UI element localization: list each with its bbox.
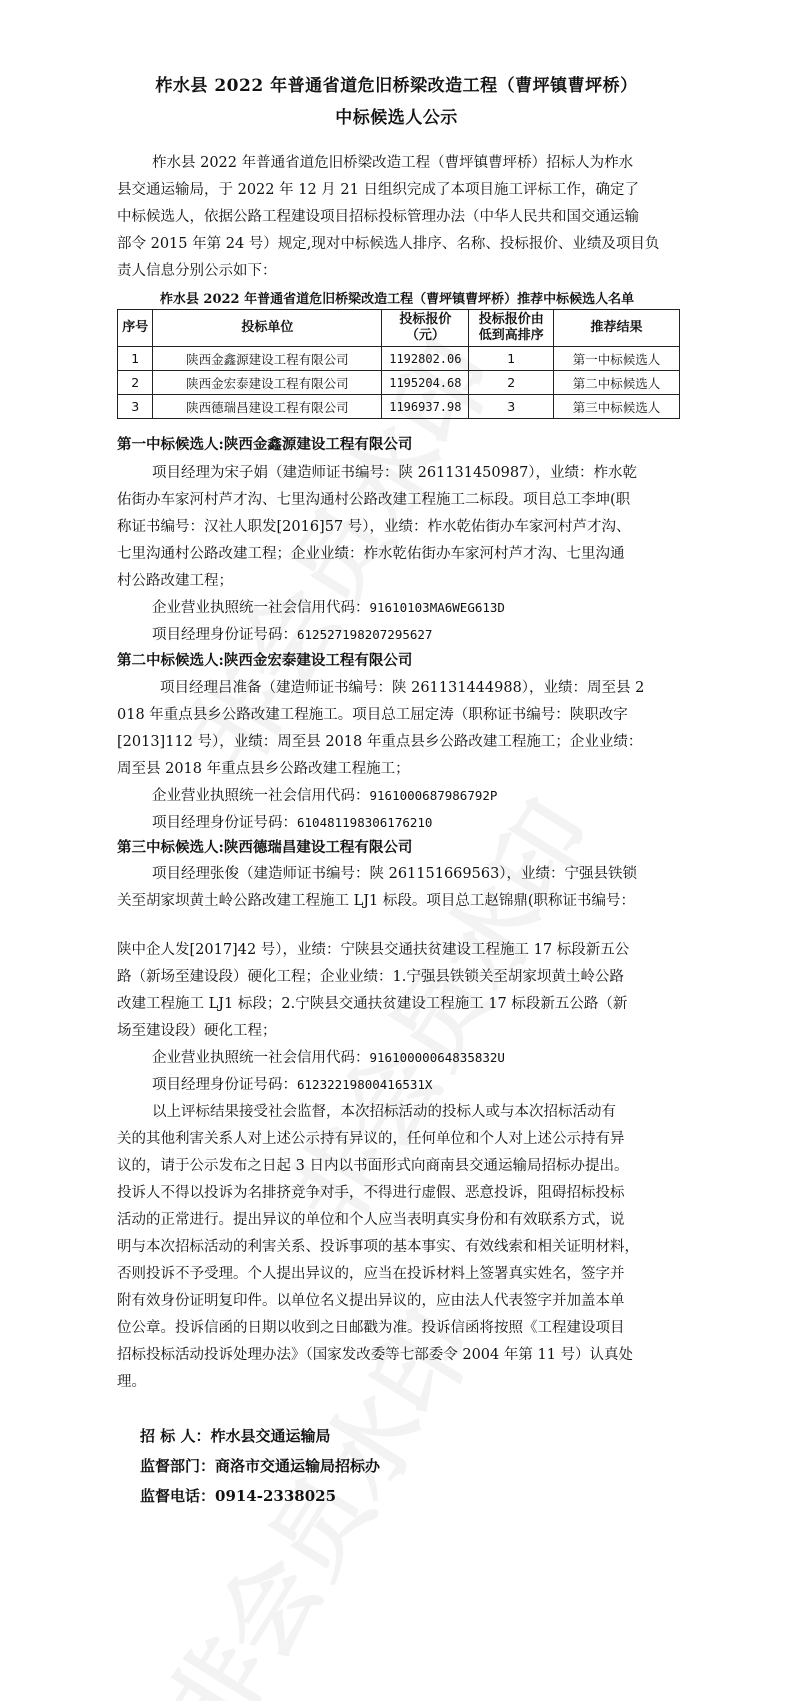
header-price-line1: 投标报价 <box>399 312 452 327</box>
table-header-row <box>118 310 680 347</box>
closing-line: 明与本次招标活动的利害关系、投诉事项的基本事实、有效线索和相关证明材料， <box>117 1239 639 1255</box>
intro-line: 部令 2015 年第 24 号）规定,现对中标候选人排序、名称、投标报价、业绩及项目负 <box>117 236 660 252</box>
id-number: 612527198207295627 <box>297 627 433 642</box>
cell-rank: 3 <box>469 395 554 419</box>
table-row <box>118 395 680 419</box>
header-rank-line2: 低到高排序 <box>478 328 544 343</box>
candidate1-heading: 第一中标候选人:陕西金鑫源建设工程有限公司 <box>117 436 413 453</box>
candidate2-id <box>152 813 712 833</box>
candidate1-line: 村公路改建工程； <box>117 573 233 589</box>
id-number: 610481198306176210 <box>297 815 433 830</box>
cell-rank: 2 <box>469 371 554 395</box>
credit-code: 91610000064835832U <box>369 1050 505 1065</box>
closing-line: 否则投诉不予受理。个人提出异议的，应当在投诉材料上签署真实姓名，签字并 <box>117 1266 625 1282</box>
header-rank-line1: 投标报价由 <box>478 312 544 327</box>
closing-line: 招标投标活动投诉处理办法》（国家发改委等七部委令 2004 年第 11 号）认真处 <box>117 1347 634 1363</box>
candidate3-line: 路（新场至建设段）硬化工程；企业业绩：1.宁强县铁锁关至胡家坝黄土岭公路 <box>117 969 624 985</box>
candidate3-line: 场至建设段）硬化工程； <box>117 1023 277 1039</box>
table-row <box>118 371 680 395</box>
candidate1-credit <box>152 598 712 618</box>
cell-bidder: 陕西德瑞昌建设工程有限公司 <box>153 395 382 419</box>
cell-rank: 1 <box>469 347 554 371</box>
candidate3-id <box>152 1075 712 1095</box>
candidate3-heading: 第三中标候选人:陕西德瑞昌建设工程有限公司 <box>117 839 413 856</box>
candidate2-line: 018 年重点县乡公路改建工程施工。项目总工屈定涛（职称证书编号：陕职改字 <box>117 707 628 723</box>
credit-code: 91610103MA6WEG613D <box>369 600 505 615</box>
cell-seq: 2 <box>118 371 153 395</box>
closing-line: 议的，请于公示发布之日起 3 日内以书面形式向商南县交通运输局招标办提出。 <box>117 1158 629 1174</box>
candidate3-credit <box>152 1048 712 1068</box>
candidate3-line: 项目经理张俊（建造师证书编号：陕 261151669563），业绩：宁强县铁锁 <box>152 866 638 882</box>
candidate3-line: 改建工程施工 LJ1 标段；2.宁陕县交通扶贫建设工程施工 17 标段新五公路（新 <box>117 996 628 1012</box>
credit-label: 企业营业执照统一社会信用代码： <box>152 600 370 616</box>
candidates-table <box>117 309 680 419</box>
closing-line: 投诉人不得以投诉为名排挤竞争对手，不得进行虚假、恶意投诉，阻碍招标投标 <box>117 1185 625 1201</box>
closing-line: 附有效身份证明复印件。以单位名义提出异议的，应由法人代表签字并加盖本单 <box>117 1293 625 1309</box>
credit-code: 9161000687986792P <box>369 788 498 803</box>
header-price <box>382 310 469 347</box>
candidate1-id <box>152 625 712 645</box>
closing-line: 活动的正常进行。提出异议的单位和个人应当表明真实身份和有效联系方式，说 <box>117 1212 625 1228</box>
credit-label: 企业营业执照统一社会信用代码： <box>152 788 370 804</box>
id-label: 项目经理身份证号码： <box>152 1077 297 1093</box>
candidate1-line: 佑街办车家河村芦才沟、七里沟通村公路改建工程施工二标段。项目总工李坤(职 <box>117 492 631 508</box>
candidate3-line: 陕中企人发[2017]42 号），业绩：宁陕县交通扶贫建设工程施工 17 标段新五公 <box>117 942 630 958</box>
candidate3-line: 关至胡家坝黄土岭公路改建工程施工 LJ1 标段。项目总工赵锦鼎(职称证书编号： <box>117 893 636 909</box>
cell-price: 1195204.68 <box>382 371 469 395</box>
candidate1-line: 称证书编号：汉社人职发[2016]57 号），业绩：柞水乾佑街办车家河村芦才沟、 <box>117 519 631 535</box>
cell-bidder: 陕西金宏泰建设工程有限公司 <box>153 371 382 395</box>
tenderer-info: 招 标 人：柞水县交通运输局 <box>140 1427 331 1445</box>
candidate1-line: 项目经理为宋子娟（建造师证书编号：陕 261131450987），业绩：柞水乾 <box>152 465 638 481</box>
cell-price: 1192802.06 <box>382 347 469 371</box>
header-price-line2: （元） <box>405 328 445 343</box>
candidate2-line: 项目经理吕准备（建造师证书编号：陕 261131444988），业绩：周至县 2 <box>160 680 645 696</box>
candidate2-heading: 第二中标候选人:陕西金宏泰建设工程有限公司 <box>117 652 413 669</box>
cell-seq: 3 <box>118 395 153 419</box>
cell-seq: 1 <box>118 347 153 371</box>
closing-line: 关的其他利害关系人对上述公示持有异议的，任何单位和个人对上述公示持有异 <box>117 1131 625 1147</box>
phone-info: 监督电话：0914-2338025 <box>140 1487 337 1505</box>
id-label: 项目经理身份证号码： <box>152 815 297 831</box>
closing-line: 理。 <box>117 1374 146 1390</box>
table-row <box>118 347 680 371</box>
id-number: 61232219800416531X <box>297 1077 433 1092</box>
page-subtitle: 中标候选人公示 <box>335 108 458 128</box>
id-label: 项目经理身份证号码： <box>152 627 297 643</box>
credit-label: 企业营业执照统一社会信用代码： <box>152 1050 370 1066</box>
candidate2-line: [2013]112 号），业绩：周至县 2018 年重点县乡公路改建工程施工；企业业绩： <box>117 734 643 750</box>
intro-line: 责人信息分别公示如下： <box>117 263 277 279</box>
intro-line: 县交通运输局，于 2022 年 12 月 21 日组织完成了本项目施工评标工作，确定了 <box>117 182 639 198</box>
intro-line: 柞水县 2022 年普通省道危旧桥梁改造工程（曹坪镇曹坪桥）招标人为柞水 <box>152 155 634 171</box>
table-caption: 柞水县 2022 年普通省道危旧桥梁改造工程（曹坪镇曹坪桥）推荐中标候选人名单 <box>159 292 635 307</box>
cell-result: 第一中标候选人 <box>554 347 680 371</box>
cell-result: 第三中标候选人 <box>554 395 680 419</box>
candidate1-line: 七里沟通村公路改建工程；企业业绩：柞水乾佑街办车家河村芦才沟、七里沟通 <box>117 546 625 562</box>
candidate2-line: 周至县 2018 年重点县乡公路改建工程施工； <box>117 761 410 777</box>
supervisor-info: 监督部门：商洛市交通运输局招标办 <box>140 1457 381 1475</box>
cell-result: 第二中标候选人 <box>554 371 680 395</box>
closing-line: 以上评标结果接受社会监督，本次招标活动的投标人或与本次招标活动有 <box>152 1104 616 1120</box>
candidate2-credit <box>152 786 712 806</box>
header-rank <box>469 310 554 347</box>
cell-bidder: 陕西金鑫源建设工程有限公司 <box>153 347 382 371</box>
cell-price: 1196937.98 <box>382 395 469 419</box>
closing-line: 位公章。投诉信函的日期以收到之日邮戳为准。投诉信函将按照《工程建设项目 <box>117 1320 625 1336</box>
intro-line: 中标候选人，依据公路工程建设项目招标投标管理办法（中华人民共和国交通运输 <box>117 209 639 225</box>
header-result: 推荐结果 <box>554 310 680 347</box>
header-bidder: 投标单位 <box>153 310 382 347</box>
header-seq: 序号 <box>118 310 153 347</box>
page-title: 柞水县 2022 年普通省道危旧桥梁改造工程（曹坪镇曹坪桥） <box>155 76 638 96</box>
